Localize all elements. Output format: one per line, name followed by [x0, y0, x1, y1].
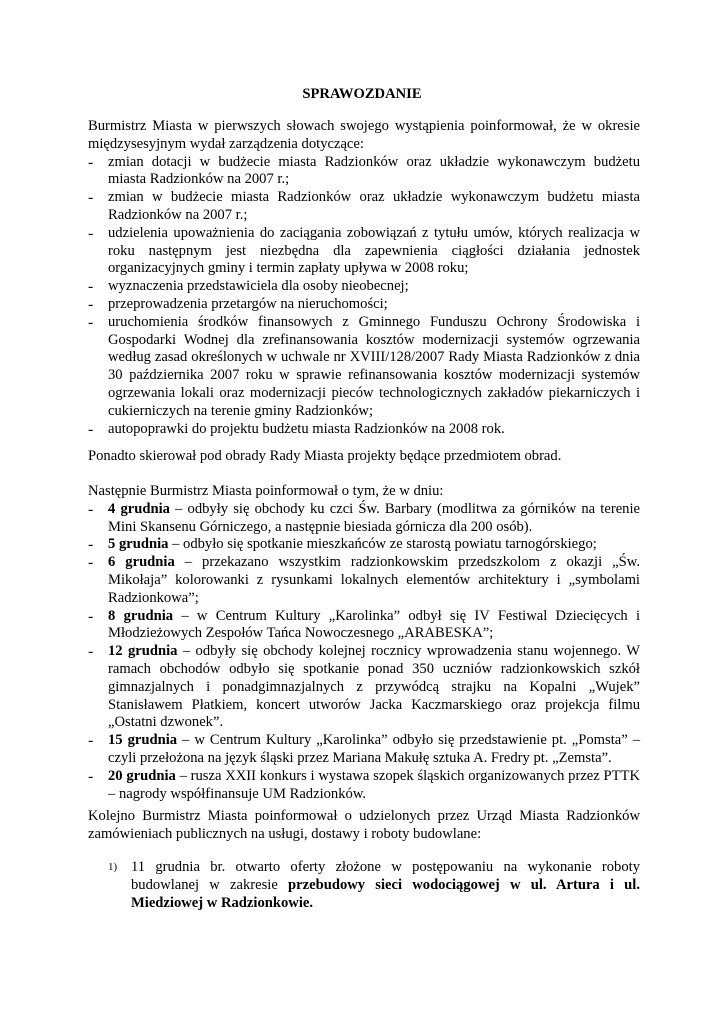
list-item: - udzielenia upoważnienia do zaciągania zobowiązań z tytułu umów, których realizacja w roku następnym jest niezbędna dla zapewnienia ciągłości działania jednostek organizacyjnych gminy i termin zapłaty upływa w 2008 roku; [88, 224, 640, 277]
list-item: - przeprowadzenia przetargów na nieruchomości; [88, 295, 388, 313]
event-date: 4 grudnia [108, 500, 170, 517]
list-item: - zmian w budżecie miasta Radzionków oraz układzie wykonawczym budżetu miasta Radzionków na 2007 r.; [88, 189, 640, 223]
tender-number: 1) [108, 861, 118, 873]
intro-paragraph: Burmistrz Miasta w pierwszych słowach swojego wystąpienia poinformował, że w okresie międzysesyjnym wydał zarządzenia dotyczące: [88, 118, 640, 152]
event-item: - 15 grudnia – w Centrum Kultury „Karolinka” odbyło się przedstawienie pt. „Pomsta” – czyli przełożona na język śląski przez Mariana Makułę sztuka A. Fredry pt. „Zemsta”. [88, 732, 641, 766]
dash-marker: - [88, 189, 94, 207]
tenders-list [88, 859, 640, 912]
tender-item: 1) 11 grudnia br. otwarto oferty złożone w postępowaniu na wykonanie roboty budowlanej w zakresie przebudowy sieci wodociągowej w ul. Artura i ul. Miedziowej w Radzionkowie. [108, 859, 640, 911]
ordinances-list [88, 154, 640, 439]
events-intro: Następnie Burmistrz Miasta poinformował o tym, że w dniu: [88, 483, 444, 499]
events-section [88, 483, 640, 803]
dash-marker: - [88, 767, 94, 785]
dash-marker: - [88, 607, 94, 625]
dash-marker: - [88, 295, 94, 313]
dash-marker: - [88, 643, 94, 661]
event-item: - 5 grudnia – odbyło się spotkanie mieszkańców ze starostą powiatu tarnogórskiego; [88, 536, 597, 554]
tenders-intro: Kolejno Burmistrz Miasta poinformował o udzielonych przez Urząd Miasta Radzionków zamówieniach publicznych na usługi, dostawy i roboty budowlane: [88, 808, 640, 842]
event-item: - 6 grudnia – przekazano wszystkim radzionkowskim przedszkolom z okazji „Św. Mikołaja” kolorowanki z rysunkami lokalnych elementów architektury i „symbolami Radzionkowa”; [88, 554, 640, 606]
event-date: 5 grudnia [108, 536, 169, 553]
dash-marker: - [88, 732, 94, 750]
event-date: 12 grudnia [108, 643, 178, 660]
list-item: - zmian dotacji w budżecie miasta Radzionków oraz układzie wykonawczym budżetu miasta Radzionków na 2007 r.; [88, 153, 640, 188]
dash-marker: - [88, 536, 94, 554]
event-date: 15 grudnia [108, 732, 178, 749]
event-item: - 4 grudnia – odbyły się obchody ku czci Św. Barbary (modlitwa za górników na terenie Mini Skansenu Górniczego, a następnie biesiada górnicza dla 200 osób). [88, 500, 641, 535]
ordinances-section [88, 118, 640, 438]
dash-marker: - [88, 313, 94, 331]
event-date: 20 grudnia [108, 767, 176, 784]
tenders-section [88, 808, 640, 844]
projects-section [88, 448, 640, 466]
event-item: - 8 grudnia – w Centrum Kultury „Karolinka” odbył się IV Festiwal Dziecięcych i Młodzieżowych Zespołów Tańca Nowoczesnego „ARABESKA”; [88, 607, 641, 642]
projects-paragraph: Ponadto skierował pod obrady Rady Miasta projekty będące przedmiotem obrad. [88, 448, 562, 464]
tender-subject: przebudowy sieci wodociągowej w ul. Artura i ul. Miedziowej w Radzionkowie. [131, 876, 640, 911]
dash-marker: - [88, 554, 94, 572]
dash-marker: - [88, 500, 94, 518]
event-item: - 20 grudnia – rusza XXII konkurs i wystawa szopek śląskich organizowanych przez PTTK – nagrody współfinansuje UM Radzionków. [88, 767, 640, 802]
events-list [88, 501, 640, 804]
list-item: - wyznaczenia przedstawiciela dla osoby nieobecnej; [88, 278, 409, 296]
dash-marker: - [88, 224, 94, 242]
list-item: - uruchomienia środków finansowych z Gminnego Funduszu Ochrony Środowiska i Gospodarki Wodnej dla zrefinansowania kosztów modernizacji systemów ogrzewania według zasad określonych w uchwale nr XVIII/128/2007 Rady Miasta Radzionków z dnia 30 października 2007 roku w sprawie refinansowania kosztów modernizacji systemów ogrzewania lokali oraz modernizacji pieców technologicznych zakładów piekarniczych i cukierniczych na terenie gminy Radzionków; [88, 313, 640, 419]
event-date: 6 grudnia [108, 554, 175, 571]
dash-marker: - [88, 420, 94, 438]
list-item: - autopoprawki do projektu budżetu miasta Radzionków na 2008 rok. [88, 420, 505, 438]
dash-marker: - [88, 278, 94, 296]
event-date: 8 grudnia [108, 607, 174, 624]
dash-marker: - [88, 153, 94, 171]
document-title: SPRAWOZDANIE [302, 86, 422, 102]
event-item: - 12 grudnia – odbyły się obchody kolejnej rocznicy wprowadzenia stanu wojennego. W ramach obchodów odbyło się spotkanie ponad 350 uczniów radzionkowskich szkół gimnazjalnych i ponadgimnazjalnych z przywódcą strajku na Kopalni „Wujek” Stanisławem Płatkiem, koncert utworów Jacka Kaczmarskiego oraz projekcja filmu „Ostatni dzwonek”. [88, 643, 641, 731]
